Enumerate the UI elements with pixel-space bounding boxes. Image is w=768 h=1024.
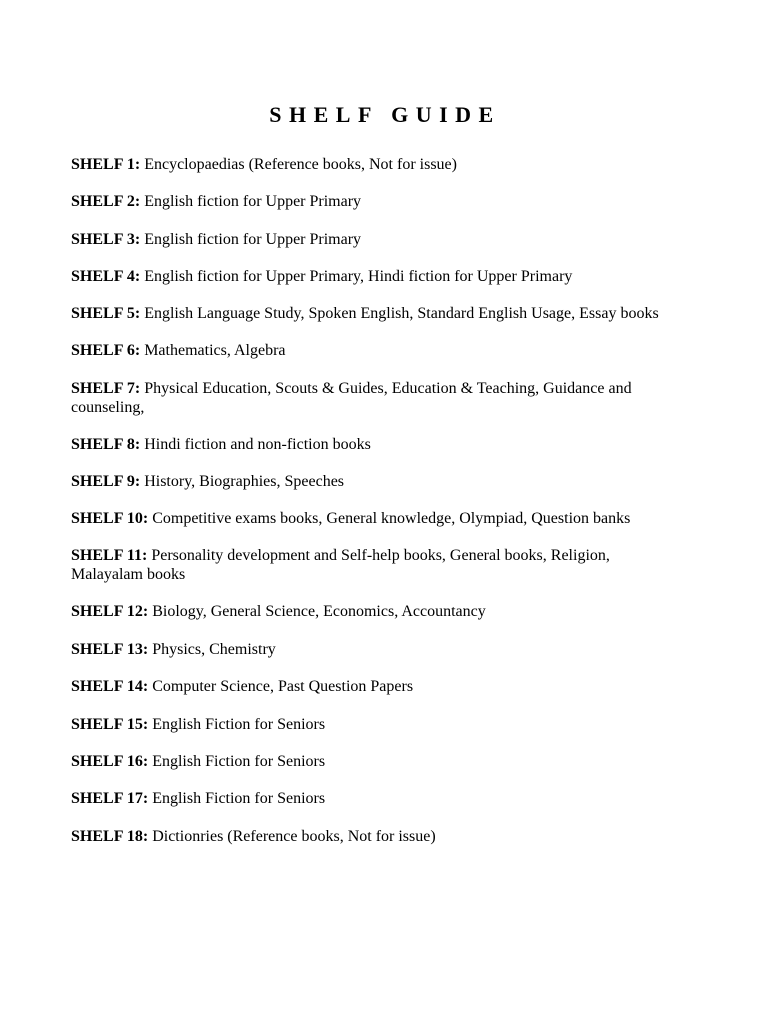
shelf-entry	[71, 230, 681, 249]
shelf-label: SHELF 17:	[71, 790, 149, 808]
shelf-description: Competitive exams books, General knowledge, Olympiad, Question banks	[152, 510, 631, 528]
shelf-label: SHELF 1:	[71, 156, 141, 173]
shelf-list	[71, 155, 681, 864]
shelf-label: SHELF 10:	[71, 510, 149, 528]
shelf-description: Biology, General Science, Economics, Accountancy	[152, 603, 486, 621]
shelf-description: English fiction for Upper Primary	[144, 193, 362, 211]
shelf-description: English Fiction for Seniors	[152, 752, 326, 770]
shelf-entry	[71, 752, 681, 771]
shelf-description: English Language Study, Spoken English, Standard English Usage, Essay books	[144, 305, 659, 323]
shelf-label: SHELF 18:	[71, 827, 149, 845]
shelf-label: SHELF 16:	[71, 752, 149, 770]
shelf-description: Computer Science, Past Question Papers	[152, 678, 414, 696]
shelf-description: Hindi fiction and non-fiction books	[144, 435, 371, 453]
shelf-label: SHELF 12:	[71, 603, 149, 621]
page-title: SHELF GUIDE	[269, 101, 501, 127]
shelf-label: SHELF 9:	[71, 472, 141, 490]
shelf-entry	[71, 435, 681, 454]
shelf-entry	[71, 715, 681, 734]
shelf-description: Physics, Chemistry	[152, 640, 276, 658]
shelf-label: SHELF 11:	[71, 547, 148, 565]
shelf-description: Physical Education, Scouts & Guides, Education & Teaching, Guidance and counseling,	[71, 379, 632, 416]
shelf-description: English Fiction for Seniors	[152, 790, 326, 808]
shelf-label: SHELF 8:	[71, 435, 141, 453]
shelf-label: SHELF 14:	[71, 678, 149, 696]
shelf-label: SHELF 4:	[71, 268, 141, 286]
shelf-label: SHELF 7:	[71, 379, 141, 397]
shelf-label: SHELF 3:	[71, 230, 141, 248]
shelf-description: History, Biographies, Speeches	[144, 472, 345, 490]
shelf-description: Encyclopaedias (Reference books, Not for issue)	[144, 156, 457, 173]
shelf-label: SHELF 6:	[71, 342, 141, 360]
shelf-entry	[71, 789, 681, 808]
shelf-entry	[71, 192, 681, 211]
shelf-description: English Fiction for Seniors	[152, 715, 326, 733]
shelf-description: Mathematics, Algebra	[144, 342, 286, 360]
shelf-entry	[71, 602, 681, 621]
shelf-label: SHELF 2:	[71, 193, 141, 211]
shelf-entry	[71, 472, 681, 491]
shelf-entry	[71, 304, 681, 323]
shelf-entry	[71, 379, 681, 417]
shelf-entry	[71, 827, 681, 846]
shelf-description: English fiction for Upper Primary, Hindi fiction for Upper Primary	[144, 268, 573, 286]
shelf-entry	[71, 546, 681, 584]
shelf-entry	[71, 677, 681, 696]
shelf-entry	[71, 155, 681, 174]
shelf-entry	[71, 341, 681, 360]
shelf-entry	[71, 267, 681, 286]
shelf-entry	[71, 509, 681, 528]
shelf-label: SHELF 13:	[71, 640, 149, 658]
shelf-label: SHELF 5:	[71, 305, 141, 323]
shelf-description: Personality development and Self-help books, General books, Religion, Malayalam books	[71, 547, 610, 584]
shelf-entry	[71, 640, 681, 659]
shelf-description: Dictionries (Reference books, Not for issue)	[152, 827, 436, 845]
shelf-description: English fiction for Upper Primary	[144, 230, 362, 248]
shelf-label: SHELF 15:	[71, 715, 149, 733]
